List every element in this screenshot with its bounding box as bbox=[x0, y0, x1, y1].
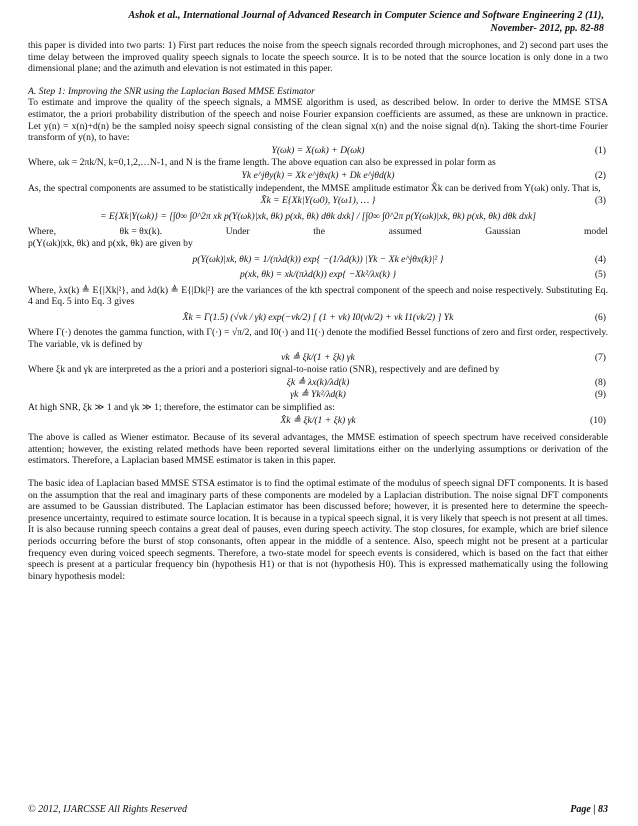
equation-3b-text: = E{Xk|Y(ωk)} = [∫0∞ ∫0^2π xk p(Y(ωk)|xk, θk) p(xk, θk) dθk dxk] / [∫0∞ ∫0^2π p(Y(ωk)|xk, θk) p(xk, θk) dθk dxk] bbox=[100, 210, 536, 222]
equation-2 bbox=[28, 170, 608, 182]
equation-8-text: ξk ≜ λx(k)/λd(k) bbox=[286, 376, 350, 388]
equation-7-text: vk ≜ ξk/(1 + ξk) γk bbox=[281, 351, 355, 363]
equation-1-text: Y(ωk) = X(ωk) + D(ωk) bbox=[271, 144, 365, 156]
paragraph-4: The basic idea of Laplacian based MMSE STSA estimator is to find the optimal estimate of the modulus of speech signal DFT components. It is based on the assumption that the real and imaginary parts of these components are modeled by a Laplacian distribution. The noise signal DFT components are assumed to be Gaussian distributed. The Laplacian estimator has been discussed before; however, it is presented here to determine the speech-presence uncertainty, required to estimate source location. It is because in a typical speech signal, it is very likely that speech is not present at all times. It is also because running speech contains a great deal of pauses, even during speech activity. The stop closures, for example, which are brief silence periods occurring before the burst of stop consonants, often appear in the middle of a sentence. Also, speech might not be present at a particular frequency even during voiced speech segments. Therefore, a two-state model for speech events is considered, which is based on the fact that either speech is present at a particular frequency bin (hypothesis H1) or that is not (hypothesis H0). This is expressed mathematically using the following binary hypothesis model: bbox=[28, 478, 608, 582]
section-heading: A. Step 1: Improving the SNR using the Laplacian Based MMSE Estimator bbox=[28, 85, 315, 97]
equation-5-text: p(xk, θk) = xk/(πλd(k)) exp{ −Xk²/λx(k) } bbox=[239, 269, 397, 281]
where-4: Where Γ(·) denotes the gamma function, with Γ(·) = √π/2, and I0(·) and I1(·) denote the modified Bessel functions of zero and first order, respectively. The variable, vk is defined by bbox=[28, 327, 608, 351]
header-line-1: Ashok et al., International Journal of Advanced Research in Computer Science and Software Engineering 2 (11), bbox=[128, 10, 604, 21]
where-2-c: Under bbox=[225, 226, 250, 238]
equation-5 bbox=[28, 269, 608, 281]
copyright-text: © 2012, IJARCSSE All Rights Reserved bbox=[28, 804, 188, 815]
equation-3-number: (3) bbox=[594, 195, 606, 207]
where-2-b: θk = θx(k). bbox=[119, 226, 163, 238]
equation-7 bbox=[28, 352, 608, 364]
where-5: Where ξk and γk are interpreted as the a priori and a posteriori signal-to-noise ratio (SNR), respectively and are defined by bbox=[28, 364, 500, 376]
where-2 bbox=[28, 226, 608, 238]
running-header bbox=[0, 10, 604, 35]
header-line-2: November- 2012, pp. 82-88 bbox=[490, 22, 604, 34]
high-snr-text: At high SNR, ξk ≫ 1 and γk ≫ 1; therefore, the estimator can be simplified as: bbox=[28, 402, 335, 414]
equation-9-text: γk ≜ Yk²/λd(k) bbox=[290, 389, 346, 401]
equation-9 bbox=[28, 389, 608, 401]
where-2-a: Where, bbox=[28, 226, 56, 238]
body-text bbox=[28, 40, 608, 582]
equation-2-number: (2) bbox=[594, 169, 606, 181]
paragraph-1: To estimate and improve the quality of the speech signals, a MMSE algorithm is used, as described below. In order to derive the MMSE STSA estimator, the a priori probability distribution of the speech and noise Fourier expansion coefficients are assumed, as these are unknown in practice. Let y(n) = x(n)+d(n) be the sampled noisy speech signal consisting of the clean signal x(n) and the noise signal d(n). Taking the short-time Fourier transform of y(n), to have: bbox=[28, 97, 608, 144]
paragraph-2: As, the spectral components are assumed to be statistically independent, the MMSE amplitude estimator X̂k can be derived from Y(ωk) only. That is, bbox=[28, 182, 601, 194]
equation-10-number: (10) bbox=[590, 414, 606, 426]
equation-3-text: X̂k = E{Xk|Y(ω0), Y(ω1), … } bbox=[260, 195, 376, 207]
equation-2-text: Yk e^jθy(k) = Xk e^jθx(k) + Dk e^jθd(k) bbox=[241, 169, 395, 181]
page-footer bbox=[28, 804, 608, 815]
equation-4 bbox=[28, 254, 608, 266]
equation-4-number: (4) bbox=[594, 253, 606, 265]
where-2-f: Gaussian bbox=[485, 226, 521, 238]
equation-8-number: (8) bbox=[594, 376, 606, 388]
paragraph-3: The above is called as Wiener estimator. Because of its several advantages, the MMSE estimation of speech spectrum have received considerable attention; however, the existing related methods have been reported several limitations either on the underlying assumptions or derivation of the estimators. Therefore, a Laplacian based MMSE estimator is taken in this paper. bbox=[28, 432, 608, 467]
equation-6-text: X̂k = Γ(1.5) (√vk / γk) exp(−vk/2) [ (1 + vk) I0(vk/2) + vk I1(vk/2) ] Yk bbox=[182, 311, 454, 323]
where-1: Where, ωk = 2πk/N, k=0,1,2,…N-1, and N is the frame length. The above equation can also be expressed in polar form as bbox=[28, 157, 496, 169]
where-2-g: model bbox=[583, 226, 608, 238]
equation-6 bbox=[28, 312, 608, 324]
where-2-d: the bbox=[313, 226, 325, 238]
equation-6-number: (6) bbox=[594, 311, 606, 323]
equation-9-number: (9) bbox=[594, 389, 606, 401]
equation-3 bbox=[28, 195, 608, 207]
equation-10 bbox=[28, 415, 608, 427]
where-2-e: assumed bbox=[388, 226, 422, 238]
equation-1 bbox=[28, 145, 608, 157]
given-by: p(Y(ωk)|xk, θk) and p(xk, θk) are given by bbox=[28, 237, 193, 249]
where-3: Where, λx(k) ≜ E{|Xk|²}, and λd(k) ≜ E{|Dk|²} are the variances of the kth spectral component of the speech and noise respectively. Substituting Eq. 4 and Eq. 5 into Eq. 3 gives bbox=[28, 284, 608, 308]
equation-3b bbox=[28, 211, 608, 223]
intro-paragraph: this paper is divided into two parts: 1) First part reduces the noise from the speech signals recorded through microphones, and 2) second part uses the time delay between the improved quality speech signals to locate the speech source. It is to be noted that the source location is only done in a two dimensional plane; and the azimuth and elevation is not estimated in this paper. bbox=[28, 40, 608, 75]
equation-7-number: (7) bbox=[594, 351, 606, 363]
equation-1-number: (1) bbox=[594, 144, 606, 156]
page-number: Page | 83 bbox=[570, 804, 608, 815]
equation-8 bbox=[28, 377, 608, 389]
equation-4-text: p(Y(ωk)|xk, θk) = 1/(πλd(k)) exp{ −(1/λd(k)) |Yk − Xk e^jθx(k)|² } bbox=[192, 253, 444, 265]
equation-10-text: X̂k ≜ ξk/(1 + ξk) γk bbox=[280, 414, 356, 426]
equation-5-number: (5) bbox=[594, 269, 606, 281]
